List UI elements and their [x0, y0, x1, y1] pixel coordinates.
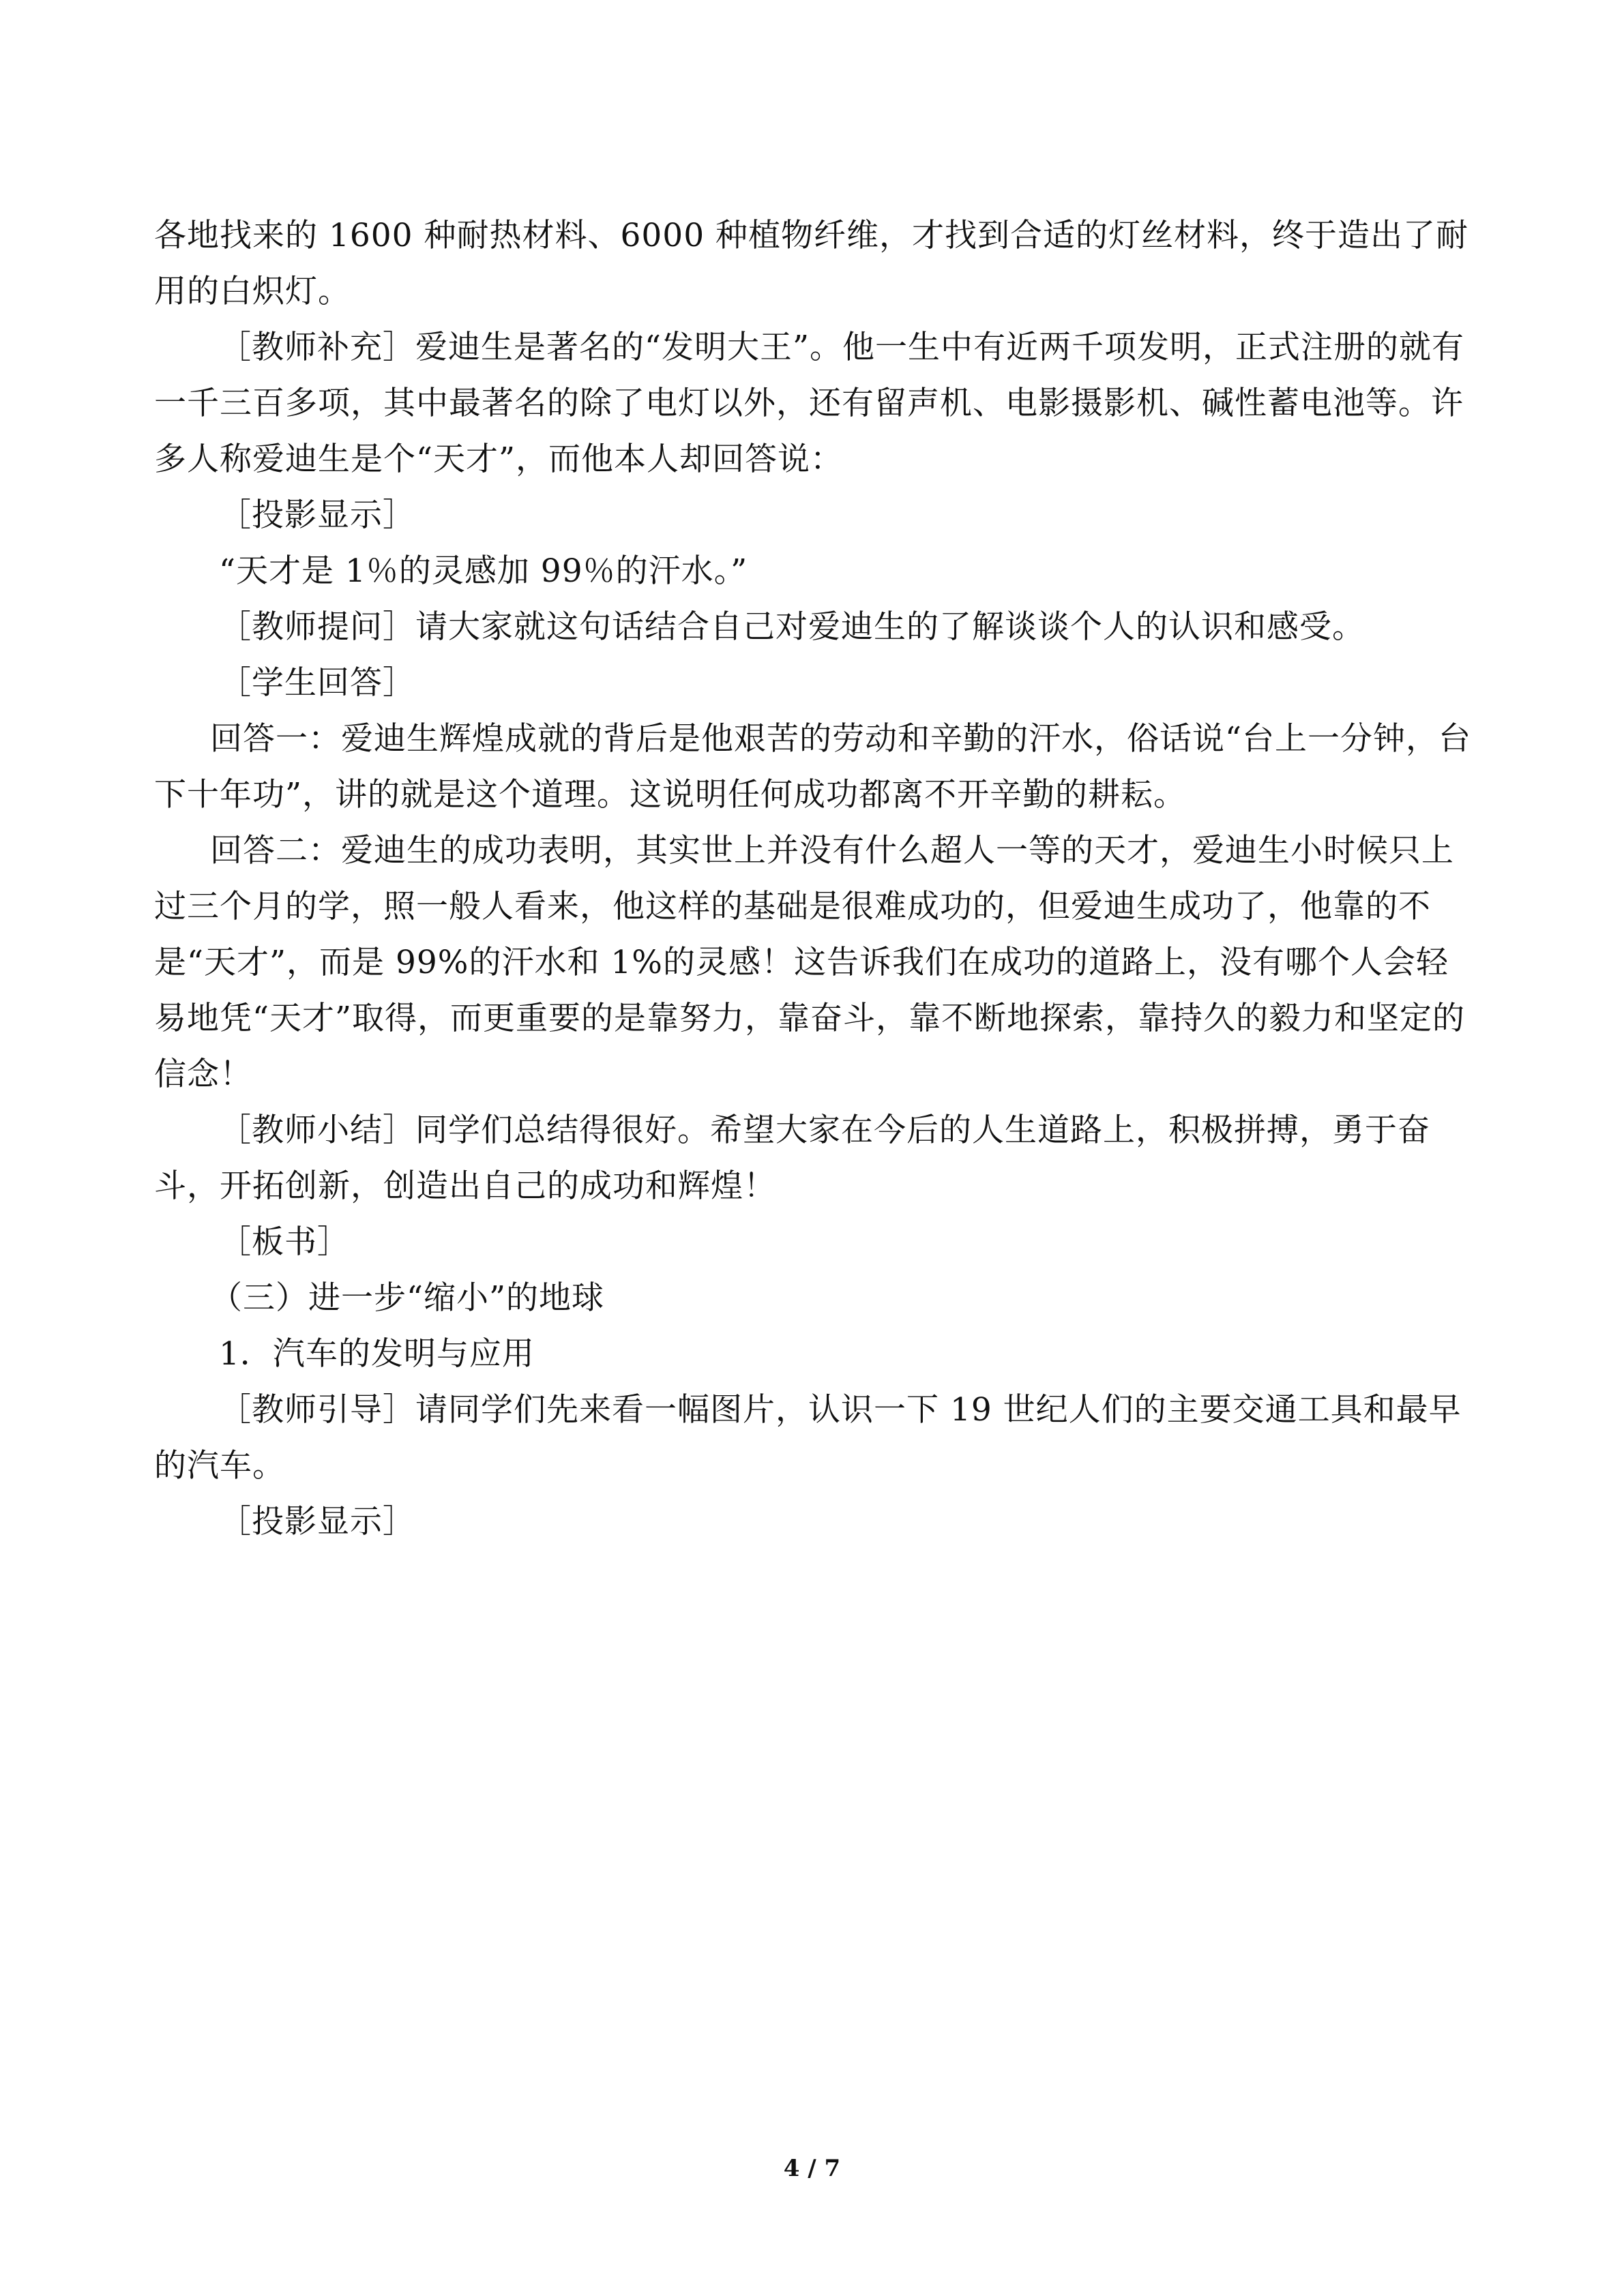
document-body: [154, 208, 1474, 1550]
page-number: 4 / 7: [783, 2155, 841, 2182]
paragraph-student-answer-label: ［学生回答］: [219, 664, 415, 702]
paragraph-answer-two: 回答二：爱迪生的成功表明，其实世上并没有什么超人一等的天才，爱迪生小时候只上过三个月的学，照一般人看来，他这样的基础是很难成功的，但爱迪生成功了，他靠的不是“天才”，而是 99%的汗水和 1%的灵感！这告诉我们在成功的道路上，没有哪个人会轻易地凭“天才”取得，而更重要的是靠努力，靠奋斗，靠不断地探索，靠持久的毅力和坚定的信念！: [154, 832, 1466, 1093]
paragraph-teacher-guide: ［教师引导］请同学们先来看一幅图片，认识一下 19 世纪人们的主要交通工具和最早的汽车。: [154, 1391, 1462, 1485]
paragraph-projection-label: ［投影显示］: [219, 496, 415, 534]
paragraph-answer-one: 回答一：爱迪生辉煌成就的背后是他艰苦的劳动和辛勤的汗水，俗话说“台上一分钟，台下十年功”，讲的就是这个道理。这说明任何成功都离不开辛勤的耕耘。: [154, 720, 1472, 814]
paragraph-blackboard-label: ［板书］: [219, 1223, 350, 1261]
paragraph-projection-label-2: ［投影显示］: [219, 1503, 415, 1540]
paragraph-teacher-supplement: ［教师补充］爱迪生是著名的“发明大王”。他一生中有近两千项发明，正式注册的就有一千三百多项，其中最著名的除了电灯以外，还有留声机、电影摄影机、碱性蓄电池等。许多人称爱迪生是个“天才”，而他本人却回答说：: [154, 329, 1465, 478]
paragraph-teacher-summary: ［教师小结］同学们总结得很好。希望大家在今后的人生道路上，积极拼搏，勇于奋斗，开拓创新，创造出自己的成功和辉煌！: [154, 1112, 1430, 1205]
paragraph-teacher-question: ［教师提问］请大家就这句话结合自己对爱迪生的了解谈谈个人的认识和感受。: [219, 608, 1365, 646]
paragraph-continuation: 各地找来的 1600 种耐热材料、6000 种植物纤维，才找到合适的灯丝材料，终于造出了耐用的白炽灯。: [154, 217, 1469, 310]
section-heading: （三）进一步“缩小”的地球: [210, 1279, 605, 1317]
subsection-heading: 1．汽车的发明与应用: [219, 1335, 535, 1373]
paragraph-quote: “天才是 1％的灵感加 99％的汗水。”: [219, 552, 748, 590]
